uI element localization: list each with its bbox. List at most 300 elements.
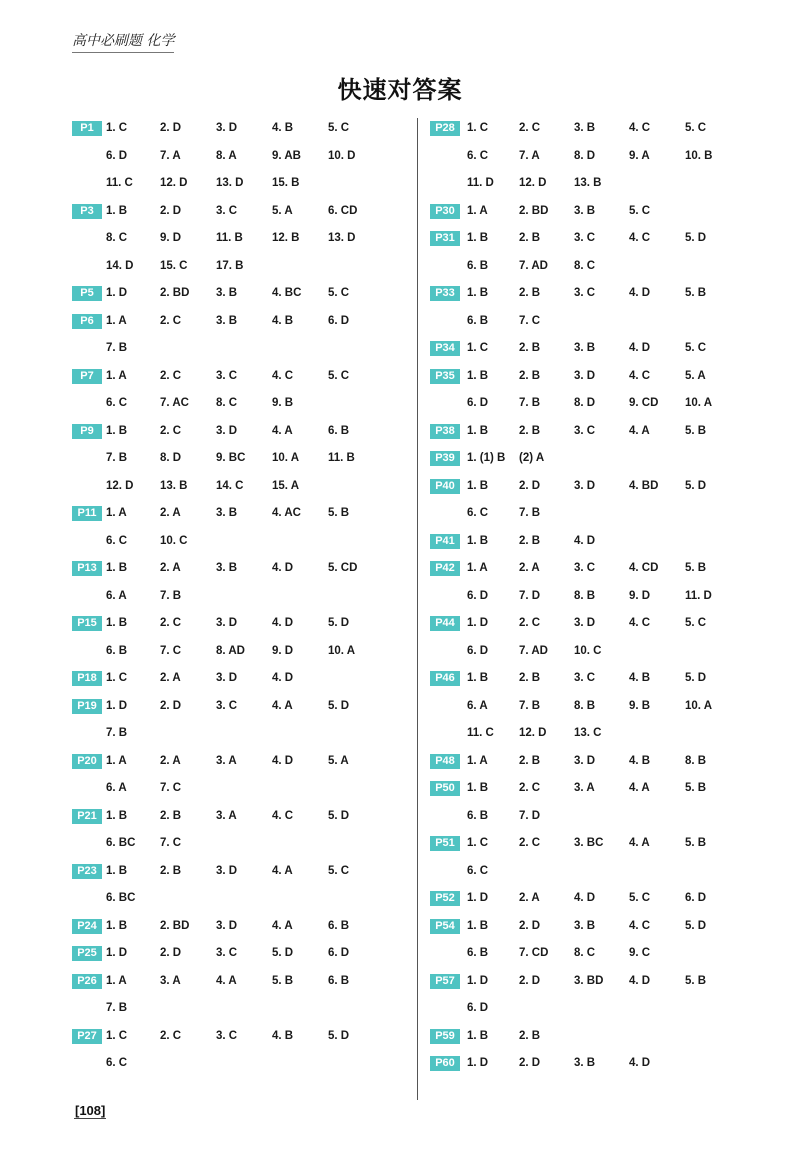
answer-item: 4. D (574, 534, 596, 547)
answer-item: 9. D (629, 589, 651, 602)
answer-item: 1. B (106, 809, 128, 822)
answer-row (430, 143, 770, 171)
page-tag: P42 (430, 561, 460, 576)
page-tag: P40 (430, 479, 460, 494)
column-divider (417, 118, 418, 1100)
answer-row (72, 830, 412, 858)
page-tag: P15 (72, 616, 102, 631)
answer-item: 1. A (467, 204, 488, 217)
answer-item: 2. D (160, 947, 182, 959)
answer-item: 3. C (216, 204, 238, 217)
answer-item: 5. A (685, 369, 706, 382)
answer-item: 1. D (106, 287, 128, 299)
answer-item: 3. D (216, 864, 238, 877)
answer-row (430, 335, 770, 363)
page-tag: P5 (72, 286, 102, 301)
answer-item: 8. C (574, 259, 596, 272)
answer-item: 2. D (519, 919, 541, 932)
page-tag: P30 (430, 204, 460, 219)
answer-row (430, 720, 770, 748)
answer-item: 6. D (467, 397, 489, 409)
answer-item: 9. D (160, 232, 182, 244)
answer-item: 5. C (328, 287, 350, 299)
answer-item: 1. A (467, 754, 488, 767)
answer-item: 2. A (160, 507, 181, 519)
answer-item: 7. D (519, 589, 541, 602)
answer-item: 8. B (574, 589, 596, 602)
answer-item: 10. C (574, 644, 602, 657)
answer-item: 5. C (685, 342, 707, 354)
page-tag: P11 (72, 506, 102, 521)
page-tag: P21 (72, 809, 102, 824)
page-tag: P44 (430, 616, 460, 631)
answer-item: 7. B (519, 507, 541, 519)
answer-row (72, 555, 412, 583)
answer-item: 4. A (629, 837, 650, 849)
answer-item: 7. D (519, 809, 541, 822)
answer-item: 4. C (629, 617, 651, 629)
page-tag: P7 (72, 369, 102, 384)
answer-item: 6. C (467, 149, 489, 162)
answer-item: 1. B (467, 672, 489, 684)
answer-item: 6. C (467, 507, 489, 519)
answer-row (72, 445, 412, 473)
answer-row (430, 528, 770, 556)
answer-item: 4. B (629, 754, 651, 767)
answer-item: 3. C (574, 232, 596, 244)
answer-item: 4. A (629, 782, 650, 794)
answer-row (430, 885, 770, 913)
answer-item: 3. A (574, 782, 595, 794)
answer-item: 2. A (160, 754, 181, 767)
answer-item: 15. A (272, 479, 300, 492)
answer-item: 6. B (328, 974, 350, 987)
answer-item: 4. D (272, 562, 294, 574)
answer-item: 11. C (106, 177, 133, 189)
answer-item: 3. C (216, 699, 238, 712)
answer-row (430, 555, 770, 583)
page-tag: P46 (430, 671, 460, 686)
answer-item: 4. A (272, 919, 293, 932)
answer-row (72, 1023, 412, 1051)
answer-item: 5. C (629, 204, 651, 217)
answer-item: 6. C (106, 397, 128, 409)
answer-row (72, 693, 412, 721)
answer-row (430, 473, 770, 501)
answer-item: 7. C (160, 837, 182, 849)
answer-item: 2. B (519, 424, 541, 437)
answer-item: 10. B (685, 149, 713, 162)
answer-row (430, 253, 770, 281)
answer-item: 8. C (574, 947, 596, 959)
answer-item: 5. B (685, 837, 707, 849)
answer-row (72, 500, 412, 528)
answer-row (430, 225, 770, 253)
answer-item: 1. B (467, 369, 489, 382)
page-tag: P13 (72, 561, 102, 576)
answer-item: 2. B (160, 864, 182, 877)
answer-row (72, 280, 412, 308)
answer-item: 3. D (574, 479, 596, 492)
answer-item: 6. D (685, 892, 707, 904)
answer-item: 10. D (328, 149, 356, 162)
page-tag: P1 (72, 121, 102, 136)
answer-item: 5. C (685, 122, 707, 134)
answer-row (430, 198, 770, 226)
answer-item: 4. C (629, 369, 651, 382)
answer-item: (2) A (519, 452, 545, 464)
answer-row (72, 225, 412, 253)
answer-column-left (72, 115, 412, 1078)
page-tag: P26 (72, 974, 102, 989)
answer-row (72, 528, 412, 556)
answer-item: 4. B (629, 672, 651, 684)
answer-item: 4. D (629, 287, 651, 299)
answer-item: 6. D (467, 1002, 489, 1014)
page-tag: P6 (72, 314, 102, 329)
page-tag: P52 (430, 891, 460, 906)
answer-item: 10. A (685, 699, 713, 712)
book-header: 高中必刷题 化学 (72, 30, 174, 53)
answer-item: 4. D (629, 1057, 651, 1069)
answer-item: 11. C (467, 727, 494, 739)
answer-item: 2. C (160, 1029, 182, 1042)
answer-row (72, 308, 412, 336)
answer-row (430, 968, 770, 996)
answer-item: 3. B (216, 507, 238, 519)
answer-row (430, 748, 770, 776)
answer-item: 7. B (519, 397, 541, 409)
page-tag: P18 (72, 671, 102, 686)
answer-item: 7. B (106, 452, 128, 464)
answer-item: 4. C (629, 232, 651, 244)
answer-item: 1. B (467, 287, 489, 299)
answer-item: 2. C (160, 617, 182, 629)
answer-row (72, 1050, 412, 1078)
answer-item: 5. D (328, 1029, 350, 1042)
answer-item: 3. C (574, 287, 596, 299)
answer-item: 5. B (685, 974, 707, 987)
answer-item: 15. C (160, 259, 188, 272)
answer-item: 1. B (467, 1029, 489, 1042)
answer-item: 7. C (160, 782, 182, 794)
page-tag: P23 (72, 864, 102, 879)
answer-row (72, 253, 412, 281)
answer-item: 7. C (160, 644, 182, 657)
answer-item: 7. CD (519, 947, 549, 959)
answer-item: 8. A (216, 149, 237, 162)
answer-item: 1. A (106, 507, 127, 519)
answer-item: 1. C (106, 672, 128, 684)
answer-item: 4. B (272, 314, 294, 327)
answer-item: 3. C (216, 1029, 238, 1042)
answer-item: 1. D (467, 974, 489, 987)
answer-item: 3. D (574, 617, 596, 629)
answer-item: 1. C (467, 342, 489, 354)
answer-item: 5. D (685, 232, 707, 244)
answer-item: 2. BD (160, 287, 190, 299)
answer-item: 1. B (106, 864, 128, 877)
answer-item: 6. D (467, 644, 489, 657)
answer-item: 6. C (106, 1057, 128, 1069)
answer-item: 1. D (467, 892, 489, 904)
answer-row (430, 610, 770, 638)
answer-item: 4. CD (629, 562, 659, 574)
answer-item: 6. C (106, 534, 128, 547)
answer-item: 1. A (106, 754, 127, 767)
answer-item: 5. D (685, 919, 707, 932)
page-tag: P51 (430, 836, 460, 851)
answer-item: 6. A (467, 699, 488, 712)
answer-item: 3. B (574, 919, 596, 932)
answer-item: 11. D (685, 589, 712, 602)
answer-item: 9. C (629, 947, 651, 959)
answer-item: 2. B (519, 754, 541, 767)
answer-item: 1. A (106, 974, 127, 987)
answer-item: 4. D (574, 892, 596, 904)
page-tag: P39 (430, 451, 460, 466)
answer-row (72, 913, 412, 941)
answer-item: 12. B (272, 232, 300, 244)
answer-item: 7. B (106, 342, 128, 354)
answer-item: 3. A (216, 809, 237, 822)
answer-row (72, 610, 412, 638)
page-tag: P54 (430, 919, 460, 934)
answer-item: 11. D (467, 177, 494, 189)
answer-item: 2. BD (160, 919, 190, 932)
page-tag: P31 (430, 231, 460, 246)
answer-row (72, 968, 412, 996)
answer-item: 9. CD (629, 397, 659, 409)
answer-item: 2. B (519, 342, 541, 354)
answer-item: 14. D (106, 259, 134, 272)
answer-row (72, 363, 412, 391)
page-tag: P38 (430, 424, 460, 439)
answer-item: 6. D (467, 589, 489, 602)
answer-row (72, 775, 412, 803)
answer-item: 3. BC (574, 837, 604, 849)
answer-item: 13. B (574, 177, 602, 189)
answer-row (72, 583, 412, 611)
answer-item: 6. B (106, 644, 128, 657)
answer-item: 6. CD (328, 204, 358, 217)
answer-item: 2. B (519, 672, 541, 684)
answer-item: 3. C (574, 672, 596, 684)
answer-item: 3. D (216, 122, 238, 134)
answer-item: 8. D (574, 397, 596, 409)
answer-item: 1. C (106, 122, 128, 134)
answer-item: 3. D (574, 754, 596, 767)
answer-item: 4. A (272, 864, 293, 877)
answer-item: 5. C (328, 864, 350, 877)
answer-item: 11. B (216, 232, 243, 244)
answer-item: 1. A (106, 314, 127, 327)
answer-item: 1. C (467, 122, 489, 134)
answer-item: 1. D (467, 1057, 489, 1069)
page-tag: P3 (72, 204, 102, 219)
answer-item: 2. D (519, 974, 541, 987)
answer-item: 6. B (467, 259, 489, 272)
answer-item: 7. B (160, 589, 182, 602)
answer-item: 2. B (519, 287, 541, 299)
page-tag: P9 (72, 424, 102, 439)
answer-item: 3. C (574, 562, 596, 574)
answer-item: 7. C (519, 314, 541, 327)
answer-item: 2. A (160, 562, 181, 574)
answer-item: 3. C (216, 369, 238, 382)
answer-item: 9. D (272, 644, 294, 657)
answer-row (72, 748, 412, 776)
answer-item: 13. C (574, 727, 602, 739)
answer-item: 3. B (216, 287, 238, 299)
answer-item: 2. B (160, 809, 182, 822)
answer-item: 12. D (160, 177, 188, 189)
answer-row (430, 803, 770, 831)
answer-item: 3. B (574, 204, 596, 217)
answer-row (72, 198, 412, 226)
answer-item: 4. A (272, 424, 293, 437)
answer-row (72, 995, 412, 1023)
answer-row (430, 583, 770, 611)
answer-row (72, 638, 412, 666)
answer-item: 4. D (272, 754, 294, 767)
answer-item: 4. D (629, 342, 651, 354)
answer-item: 6. C (467, 864, 489, 877)
answer-item: 2. C (160, 369, 182, 382)
answer-row (72, 390, 412, 418)
answer-item: 7. A (160, 149, 181, 162)
page-tag: P50 (430, 781, 460, 796)
answer-row (430, 500, 770, 528)
answer-row (72, 143, 412, 171)
answer-item: 1. B (467, 919, 489, 932)
page-tag: P60 (430, 1056, 460, 1071)
answer-item: 17. B (216, 259, 244, 272)
answer-item: 6. D (328, 947, 350, 959)
answer-row (430, 913, 770, 941)
answer-item: 9. A (629, 149, 650, 162)
page-tag: P34 (430, 341, 460, 356)
answer-row (72, 665, 412, 693)
page-tag: P19 (72, 699, 102, 714)
answer-row (430, 665, 770, 693)
answer-item: 3. D (216, 424, 238, 437)
answer-row (430, 638, 770, 666)
answer-item: 2. B (519, 232, 541, 244)
answer-item: 5. B (685, 424, 707, 437)
answer-item: 9. B (629, 699, 651, 712)
answer-row (430, 363, 770, 391)
answer-item: 1. B (467, 782, 489, 794)
answer-row (430, 693, 770, 721)
answer-item: 3. B (216, 314, 238, 327)
answer-item: 6. D (106, 149, 128, 162)
answer-item: 7. B (519, 699, 541, 712)
answer-item: 2. D (160, 122, 182, 134)
answer-item: 1. C (106, 1029, 128, 1042)
answer-row (430, 418, 770, 446)
answer-item: 5. C (629, 892, 651, 904)
answer-item: 4. C (629, 122, 651, 134)
answer-item: 3. A (160, 974, 181, 987)
answer-item: 2. C (160, 424, 182, 437)
answer-item: 4. D (272, 617, 294, 629)
answer-item: 7. AC (160, 397, 189, 409)
answer-row (430, 1023, 770, 1051)
answer-item: 3. D (216, 617, 238, 629)
answer-item: 1. B (106, 424, 128, 437)
answer-item: 2. D (160, 204, 182, 217)
answer-row (72, 418, 412, 446)
answer-item: 6. A (106, 589, 127, 602)
answer-item: 13. D (328, 232, 356, 244)
answer-item: 1. B (106, 562, 128, 574)
answer-item: 6. B (467, 947, 489, 959)
answer-item: 13. D (216, 177, 244, 189)
answer-item: 5. D (328, 699, 350, 712)
answer-item: 2. C (519, 837, 541, 849)
answer-item: 8. C (216, 397, 238, 409)
answer-item: 8. D (574, 149, 596, 162)
answer-item: 8. D (160, 452, 182, 464)
answer-column-right (430, 115, 770, 1078)
answer-item: 2. D (160, 699, 182, 712)
answer-item: 4. C (272, 809, 294, 822)
answer-item: 7. A (519, 149, 540, 162)
answer-item: 7. B (106, 1002, 128, 1014)
page-tag: P41 (430, 534, 460, 549)
answer-item: 5. B (685, 287, 707, 299)
answer-item: 3. B (574, 122, 596, 134)
answer-row (430, 308, 770, 336)
answer-item: 1. B (106, 919, 128, 932)
answer-item: 5. C (328, 122, 350, 134)
answer-item: 14. C (216, 479, 244, 492)
answer-item: 9. BC (216, 452, 246, 464)
answer-item: 1. B (467, 232, 489, 244)
answer-item: 8. B (574, 699, 596, 712)
answer-item: 5. CD (328, 562, 358, 574)
answer-item: 13. B (160, 479, 188, 492)
answer-item: 3. B (574, 342, 596, 354)
answer-item: 8. C (106, 232, 128, 244)
answer-item: 8. B (685, 754, 707, 767)
answer-row (430, 1050, 770, 1078)
answer-item: 2. D (519, 1057, 541, 1069)
answer-item: 5. A (272, 204, 293, 217)
answer-row (430, 995, 770, 1023)
answer-item: 10. A (328, 644, 356, 657)
answer-item: 1. (1) B (467, 452, 506, 464)
answer-item: 2. C (519, 617, 541, 629)
answer-item: 2. B (519, 534, 541, 547)
answer-item: 9. AB (272, 149, 301, 162)
answer-item: 1. B (106, 617, 128, 629)
answer-item: 7. B (106, 727, 128, 739)
answer-item: 2. A (519, 562, 540, 574)
answer-item: 5. D (272, 947, 294, 959)
answer-item: 3. BD (574, 974, 604, 987)
answer-item: 4. A (629, 424, 650, 437)
answer-item: 4. A (216, 974, 237, 987)
answer-item: 5. B (685, 782, 707, 794)
page-tag: P20 (72, 754, 102, 769)
answer-item: 3. D (216, 672, 238, 684)
answer-item: 5. B (272, 974, 294, 987)
answer-row (72, 858, 412, 886)
answer-item: 5. D (328, 617, 350, 629)
answer-item: 3. D (574, 369, 596, 382)
